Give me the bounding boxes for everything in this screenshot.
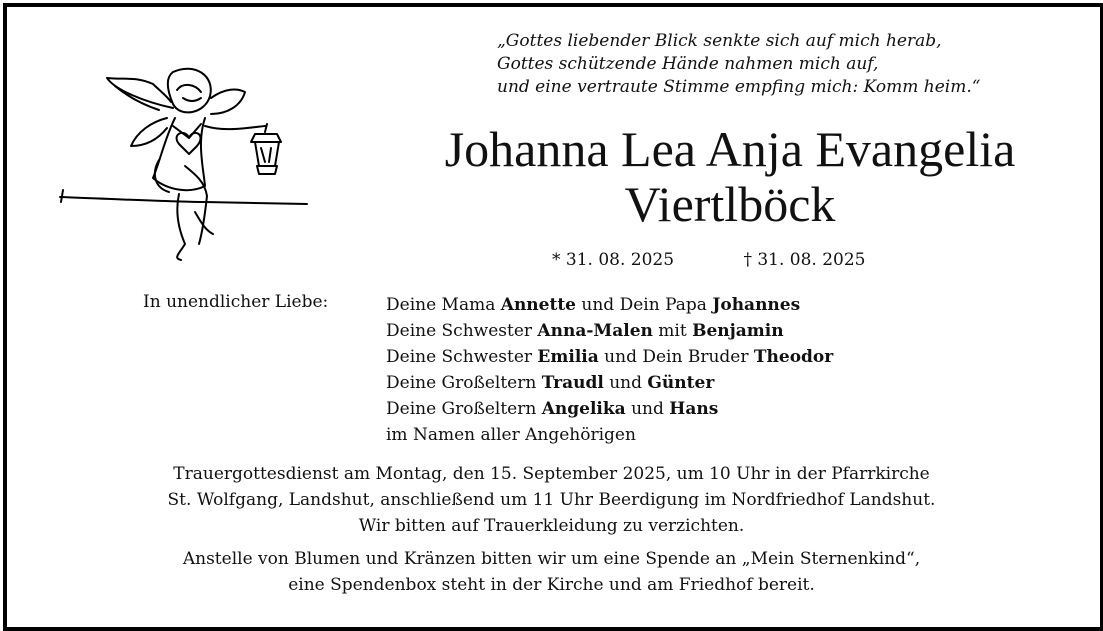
mourner-name: Traudl <box>541 373 604 393</box>
quote-line: „Gottes liebender Blick senkte sich auf mich herab, <box>497 31 942 51</box>
mourner-name: Anna-Malen <box>537 321 653 341</box>
mourner-text: und Dein Bruder <box>598 347 754 367</box>
deceased-name <box>380 122 1080 232</box>
donation-info <box>30 546 1073 598</box>
mourner-line <box>386 318 833 344</box>
mourner-line <box>386 292 833 318</box>
bible-quote <box>497 30 1087 99</box>
mourner-text: und <box>603 373 648 393</box>
donation-line: eine Spendenbox steht in der Kirche und am Friedhof bereit. <box>288 575 815 595</box>
mourners-list <box>386 292 833 448</box>
service-line: Wir bitten auf Trauerkleidung zu verzichten. <box>358 516 745 536</box>
mourner-name: Angelika <box>541 399 626 419</box>
mourner-text: Deine Großeltern <box>386 373 542 393</box>
mourner-text: Deine Schwester <box>386 347 538 367</box>
mourner-text: und Dein Papa <box>576 295 713 315</box>
mourner-line <box>386 396 833 422</box>
donation-line: Anstelle von Blumen und Kränzen bitten wir um eine Spende an „Mein Sternenkind“, <box>182 549 921 569</box>
mourner-text: Deine Großeltern <box>386 399 542 419</box>
mourner-text: Deine Mama <box>386 295 501 315</box>
angel-with-lantern-icon <box>55 62 315 267</box>
mourner-line <box>386 422 833 448</box>
mourner-text: Deine Schwester <box>386 321 538 341</box>
deceased-first-names: Johanna Lea Anja Evangelia <box>444 121 1016 177</box>
service-line: Trauergottesdienst am Montag, den 15. September 2025, um 10 Uhr in der Pfarrkirche <box>173 464 930 484</box>
death-date: † 31. 08. 2025 <box>743 250 866 270</box>
mourner-name: Emilia <box>537 347 599 367</box>
quote-line: und eine vertraute Stimme empfing mich: Komm heim.“ <box>497 77 981 97</box>
mourner-name: Hans <box>669 399 719 419</box>
mourner-text: mit <box>652 321 693 341</box>
mourner-text: und <box>625 399 670 419</box>
service-info <box>30 461 1073 539</box>
mourners-label: In unendlicher Liebe: <box>143 292 329 312</box>
deceased-surname: Viertlböck <box>624 176 836 232</box>
quote-line: Gottes schützende Hände nahmen mich auf, <box>497 54 879 74</box>
mourner-name: Günter <box>647 373 715 393</box>
life-dates <box>552 250 866 270</box>
mourner-line <box>386 344 833 370</box>
mourner-text: im Namen aller Angehörigen <box>386 425 636 445</box>
mourner-name: Benjamin <box>692 321 784 341</box>
mourner-line <box>386 370 833 396</box>
mourner-name: Theodor <box>753 347 834 367</box>
mourner-name: Johannes <box>712 295 801 315</box>
service-line: St. Wolfgang, Landshut, anschließend um 11 Uhr Beerdigung im Nordfriedhof Landshut. <box>167 490 936 510</box>
mourner-name: Annette <box>500 295 576 315</box>
birth-date: * 31. 08. 2025 <box>552 250 675 270</box>
